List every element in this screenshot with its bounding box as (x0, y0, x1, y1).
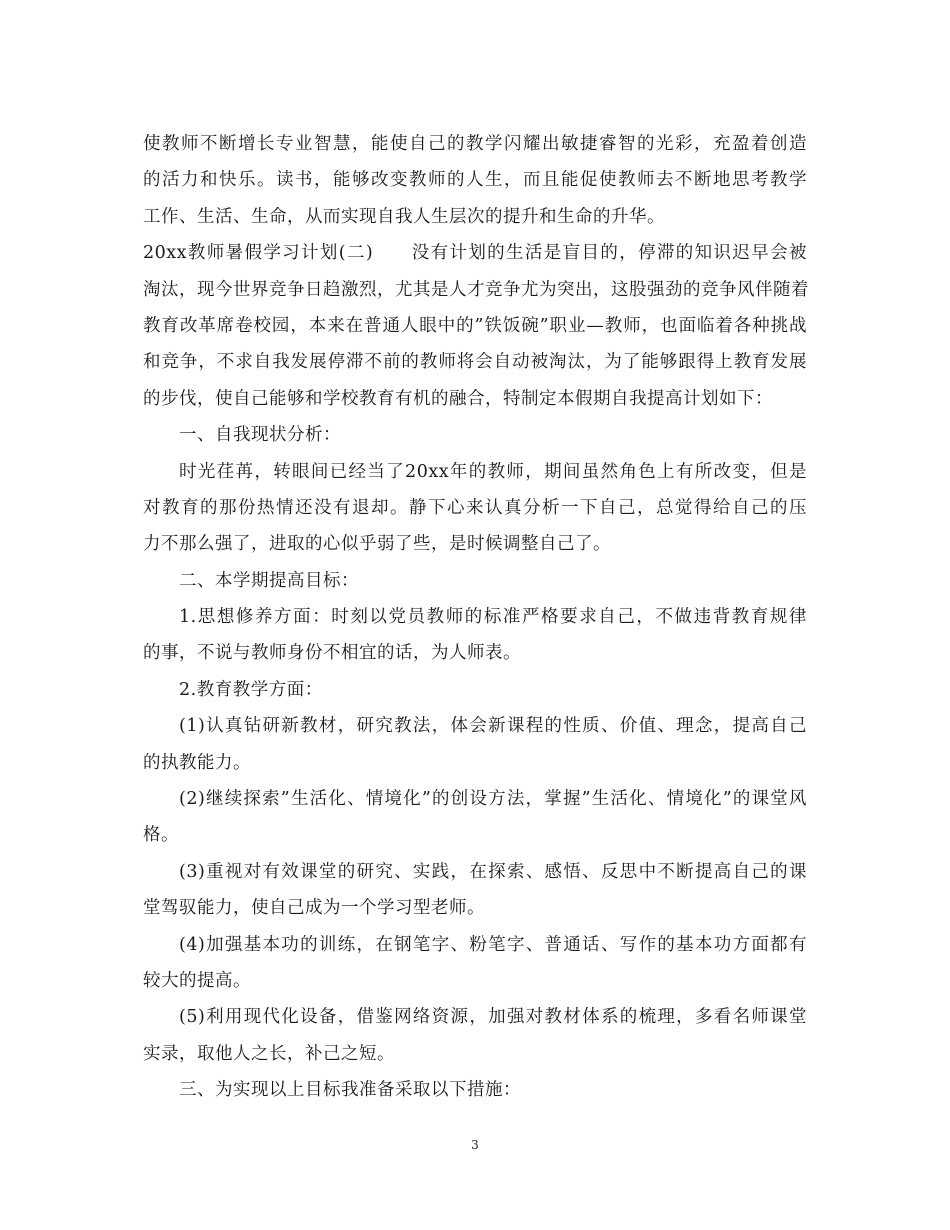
subheading: 一、自我现状分析： (179, 425, 341, 446)
text-line: 和竞争，不求自我发展停滞不前的教师将会自动被淘汰，为了能够跟得上教育发展 (143, 352, 807, 373)
subheading: 2.教育教学方面： (179, 679, 323, 700)
text-line: 时光荏苒，转眼间已经当了20xx年的教师，期间虽然角色上有所改变，但是 (179, 461, 807, 482)
text-line: (3)重视对有效课堂的研究、实践，在探索、感悟、反思中不断提高自己的课 (179, 861, 807, 882)
subheading: 三、为实现以上目标我准备采取以下措施： (179, 1080, 521, 1101)
text-line: (4)加强基本功的训练，在钢笔字、粉笔字、普通话、写作的基本功方面都有 (179, 934, 807, 955)
text-line: 工作、生活、生命，从而实现自我人生层次的提升和生命的升华。 (143, 206, 665, 227)
text-line: 的事，不说与教师身份不相宜的话，为人师表。 (143, 643, 521, 664)
text-line: 教育改革席卷校园，本来在普通人眼中的”铁饭碗”职业—教师，也面临着各种挑战 (143, 315, 807, 336)
text-line: 淘汰，现今世界竞争日趋激烈，尤其是人才竞争尤为突出，这股强劲的竞争风伴随着 (143, 279, 809, 300)
text-line: 的步伐，使自己能够和学校教育有机的融合，特制定本假期自我提高计划如下： (143, 388, 773, 409)
body-text (143, 126, 807, 1109)
text-line: (2)继续探索”生活化、情境化”的创设方法，掌握”生活化、情境化”的课堂风 (179, 789, 807, 810)
page-number: 3 (471, 1138, 479, 1152)
text-line: 较大的提高。 (143, 970, 251, 991)
subheading: 二、本学期提高目标： (179, 570, 359, 591)
text-line: (5)利用现代化设备，借鉴网络资源，加强对教材体系的梳理，多看名师课堂 (179, 1007, 807, 1028)
text-line: 的活力和快乐。读书，能够改变教师的人生，而且能促使教师去不断地思考教学 (143, 170, 807, 191)
text-line: (1)认真钻研新教材，研究教法，体会新课程的性质、价值、理念，提高自己 (179, 716, 807, 737)
text-line: 力不那么强了，进取的心似乎弱了些，是时候调整自己了。 (143, 534, 611, 555)
text-line: 实录，取他人之长，补己之短。 (143, 1043, 395, 1064)
section-heading-line: 20xx教师暑假学习计划(二) 没有计划的生活是盲目的，停滞的知识迟早会被 (143, 243, 807, 264)
text-line: 对教育的那份热情还没有退却。静下心来认真分析一下自己，总觉得给自己的压 (143, 497, 807, 518)
text-line: 的执教能力。 (143, 752, 251, 773)
text-line: 使教师不断增长专业智慧，能使自己的教学闪耀出敏捷睿智的光彩，充盈着创造 (143, 134, 807, 154)
text-line: 格。 (143, 825, 179, 846)
text-line: 堂驾驭能力，使自己成为一个学习型老师。 (143, 898, 485, 919)
text-line: 1.思想修养方面：时刻以党员教师的标准严格要求自己，不做违背教育规律 (179, 607, 807, 628)
